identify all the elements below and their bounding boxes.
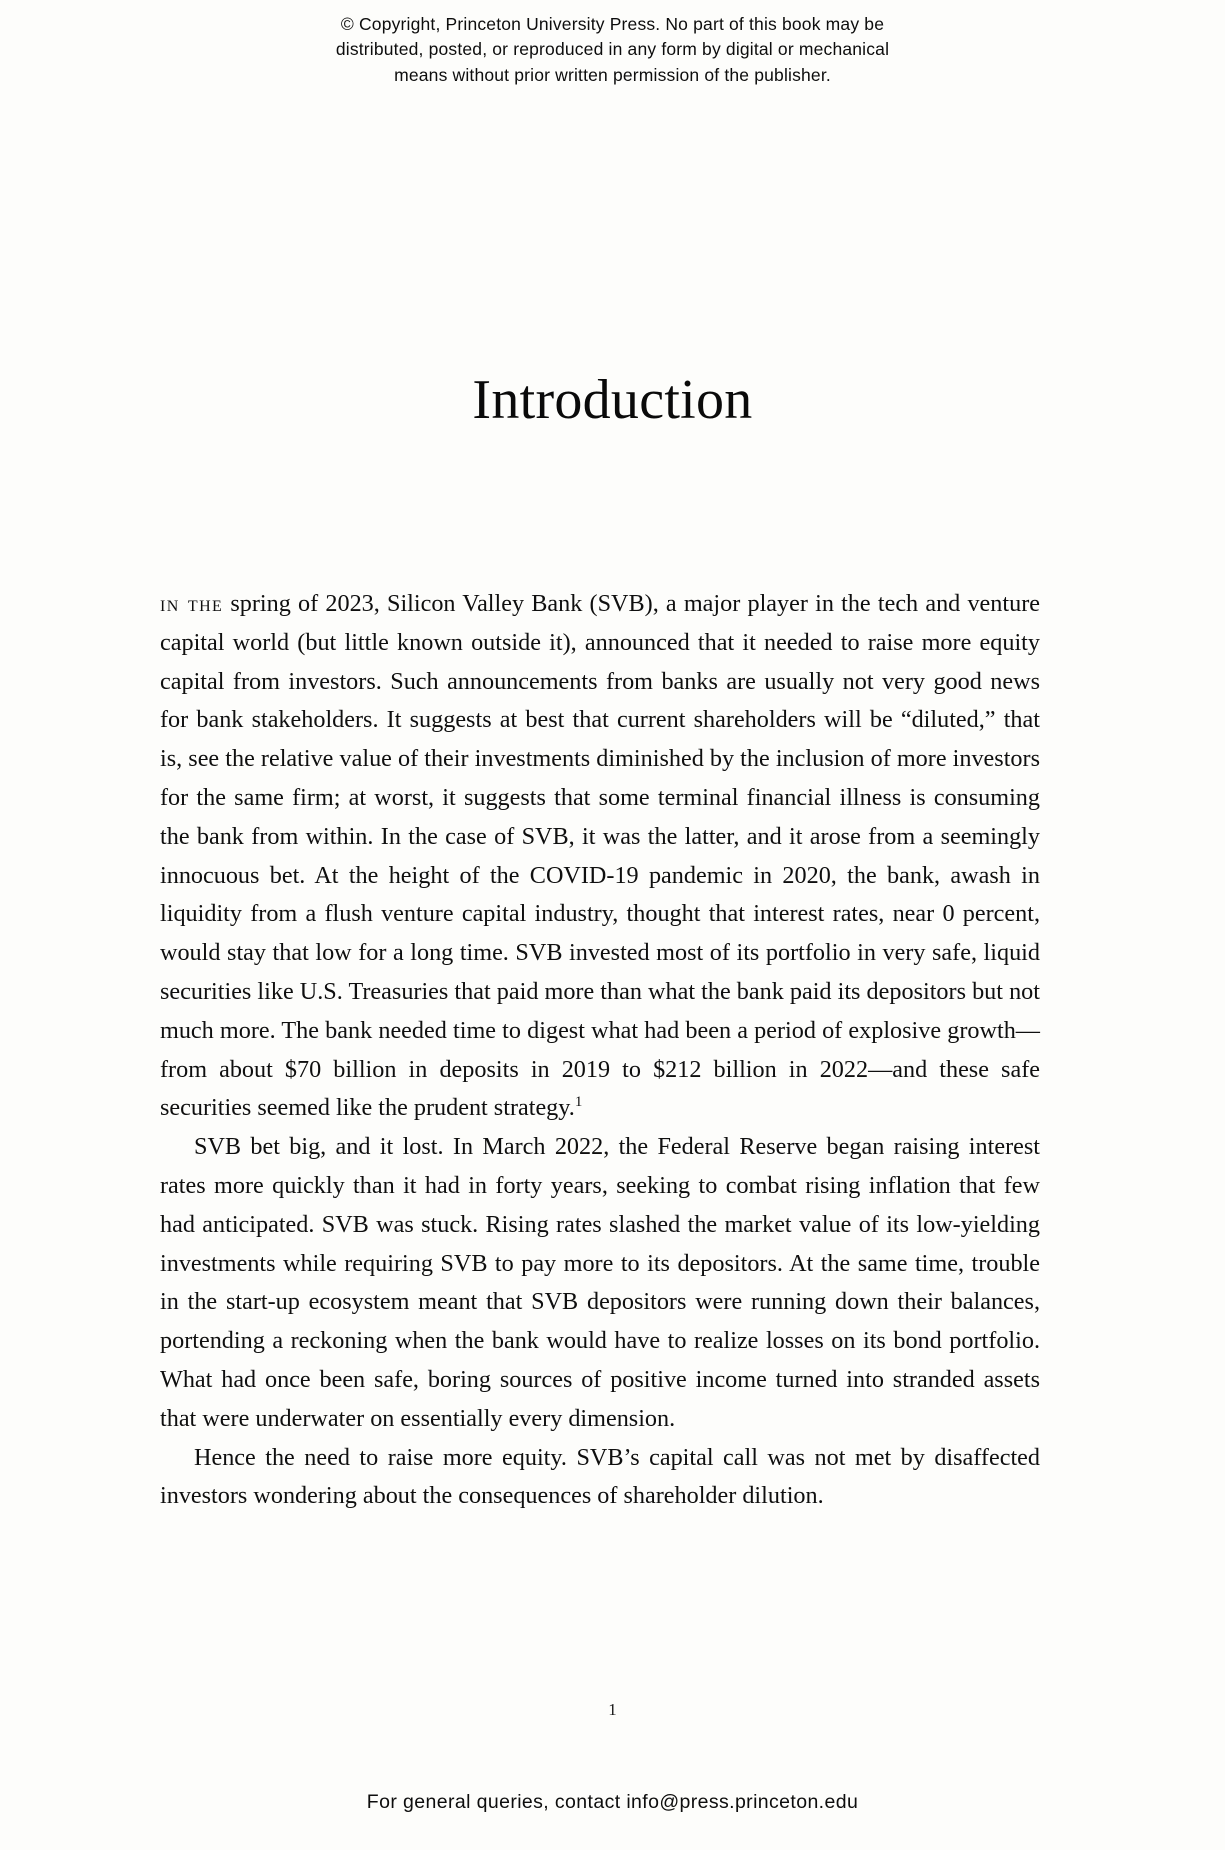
page-number: 1 <box>608 1700 617 1719</box>
copyright-line-2: distributed, posted, or reproduced in any form by digital or mechanical <box>335 39 890 60</box>
copyright-line-3: means without prior written permission of the publisher. <box>394 64 831 85</box>
paragraph-3: Hence the need to raise more equity. SVB’s capital call was not met by disaffected investors wondering about the consequences of shareholder dilution. <box>160 1443 1040 1510</box>
opening-small-caps: in the <box>160 591 224 616</box>
body-text-column <box>160 585 1040 1516</box>
paragraph-1-text: spring of 2023, Silicon Valley Bank (SVB), a major player in the tech and venture capital world (but little known outside it), announced that it needed to raise more equity capital from investors. Such announcements from banks are usually not very good news for bank stakeholders. It suggests at best that current shareholders will be “diluted,” that is, see the relative value of their investments diminished by the inclusion of more investors for the same firm; at worst, it suggests that some terminal financial illness is consuming the bank from within. In the case of SVB, it was the latter, and it arose from a seemingly innocuous bet. At the height of the COVID-19 pandemic in 2020, the bank, awash in liquidity from a flush venture capital industry, thought that interest rates, near 0 percent, would stay that low for a long time. SVB invested most of its portfolio in very safe, liquid securities like U.S. Treasuries that paid more than what the bank paid its depositors but not much more. The bank needed time to digest what had been a period of explosive growth—from about $70 billion in deposits in 2019 to $212 billion in 2022—and these safe securities seemed like the prudent strategy. <box>160 590 1040 1122</box>
page-title: Introduction <box>472 368 753 431</box>
paragraph-2: SVB bet big, and it lost. In March 2022, the Federal Reserve began raising interest rates more quickly than it had in forty years, seeking to combat rising inflation that few had anticipated. SVB was stuck. Rising rates slashed the market value of its low-yielding investments while requiring SVB to pay more to its depositors. At the same time, trouble in the start-up ecosystem meant that SVB depositors were running down their balances, portending a reckoning when the bank would have to realize losses on its bond portfolio. What had once been safe, boring sources of positive income turned into stranded assets that were underwater on essentially every dimension. <box>160 1133 1040 1432</box>
copyright-line-1: © Copyright, Princeton University Press. No part of this book may be <box>340 14 885 34</box>
general-queries-footer: For general queries, contact info@press.princeton.edu <box>366 1791 859 1813</box>
footnote-marker-1: 1 <box>574 1094 583 1111</box>
copyright-notice <box>0 12 1225 88</box>
paragraph-1 <box>160 585 1040 1128</box>
